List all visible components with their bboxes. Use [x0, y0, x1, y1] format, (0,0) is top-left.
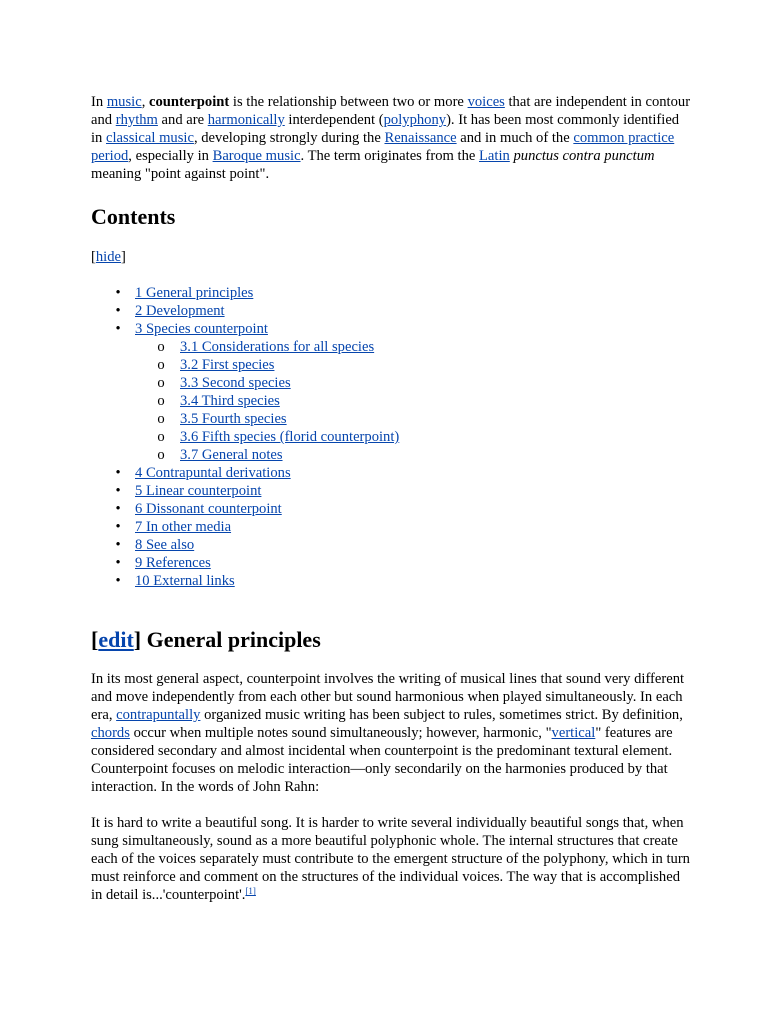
link-baroque-music[interactable]: Baroque music — [212, 148, 301, 164]
toc-hide-link[interactable]: hide — [95, 249, 122, 265]
table-of-contents — [0, 284, 700, 590]
link-renaissance[interactable]: Renaissance — [384, 130, 457, 146]
term-counterpoint: counterpoint — [148, 94, 230, 110]
toc-link[interactable]: 4 Contrapuntal derivations — [135, 465, 291, 481]
toc-item — [0, 536, 700, 554]
toc-subitem — [135, 428, 700, 446]
toc-subitem — [135, 338, 700, 356]
edit-bracket-close: ] — [133, 627, 142, 652]
intro-text: meaning "point against point". — [91, 166, 270, 182]
circle-bullet-icon: o — [157, 393, 165, 409]
link-music[interactable]: music — [106, 94, 142, 110]
link-harmonically[interactable]: harmonically — [207, 112, 285, 128]
general-principles-paragraph-1 — [91, 670, 691, 796]
general-principles-paragraph-2 — [91, 814, 691, 904]
toc-item — [0, 284, 700, 302]
edit-section — [91, 627, 141, 652]
circle-bullet-icon: o — [157, 447, 165, 463]
intro-text: and in much of the — [456, 130, 574, 146]
toc-sublink[interactable]: 3.2 First species — [180, 357, 275, 373]
toc-link[interactable]: 6 Dissonant counterpoint — [135, 501, 282, 517]
intro-text: that are independent in contour and — [91, 94, 691, 128]
toc-sublist — [135, 338, 700, 464]
link-chords[interactable]: chords — [91, 725, 130, 741]
toc-sublink[interactable]: 3.3 Second species — [180, 375, 291, 391]
link-voices[interactable]: voices — [467, 94, 505, 110]
bullet-icon: • — [115, 555, 121, 571]
bullet-icon: • — [115, 321, 121, 337]
toc-subitem — [135, 410, 700, 428]
toc-sublink[interactable]: 3.5 Fourth species — [180, 411, 287, 427]
toggle-bracket-open: [ — [91, 249, 96, 265]
paragraph-text: occur when multiple notes sound simultaneously; however, harmonic, " — [129, 725, 552, 741]
intro-text: . The term originates from the — [300, 148, 479, 164]
circle-bullet-icon: o — [157, 357, 165, 373]
link-vertical[interactable]: vertical — [551, 725, 596, 741]
toc-link[interactable]: 1 General principles — [135, 285, 254, 301]
toc-sublink[interactable]: 3.1 Considerations for all species — [180, 339, 375, 355]
intro-text: , developing strongly during the — [193, 130, 385, 146]
toc-sublink[interactable]: 3.4 Third species — [180, 393, 280, 409]
paragraph-text: " features are considered secondary and almost incidental when counterpoint is the predominant textural element. Counterpoint focuses on melodic interaction—only secondarily on the harmonies produced by that interaction. In the words of John Rahn: — [91, 725, 673, 795]
toc-link[interactable]: 3 Species counterpoint — [135, 321, 268, 337]
intro-text: interdependent ( — [284, 112, 384, 128]
intro-text: ). It has been most commonly identified in — [91, 112, 680, 146]
link-latin[interactable]: Latin — [479, 148, 510, 164]
bullet-icon: • — [115, 573, 121, 589]
reference-1-link[interactable]: [1] — [245, 886, 256, 896]
edit-bracket-open: [ — [91, 627, 99, 652]
paragraph-text: In its most general aspect, counterpoint involves the writing of musical lines that sound very different and move independently from each other but sound harmonious when played simultaneously. In each era, — [91, 671, 685, 723]
section-heading-general-principles — [91, 626, 321, 654]
intro-text: , — [141, 94, 149, 110]
circle-bullet-icon: o — [157, 411, 165, 427]
toc-link[interactable]: 5 Linear counterpoint — [135, 483, 262, 499]
bullet-icon: • — [115, 465, 121, 481]
toc-item — [0, 320, 700, 464]
section-title: General principles — [141, 627, 321, 652]
toc-subitem — [135, 446, 700, 464]
contents-heading: Contents — [91, 204, 176, 229]
intro-text: In — [91, 94, 107, 110]
toc-item — [0, 554, 700, 572]
intro-text: is the relationship between two or more — [229, 94, 468, 110]
bullet-icon: • — [115, 519, 121, 535]
intro-text: , especially in — [128, 148, 213, 164]
paragraph-text: organized music writing has been subject to rules, sometimes strict. By definition, — [200, 707, 683, 723]
link-common-practice-period[interactable]: common practice period — [91, 130, 675, 164]
toc-link[interactable]: 2 Development — [135, 303, 225, 319]
bullet-icon: • — [115, 483, 121, 499]
intro-paragraph — [91, 93, 691, 183]
circle-bullet-icon: o — [157, 339, 165, 355]
toc-sublink[interactable]: 3.7 General notes — [180, 447, 283, 463]
link-rhythm[interactable]: rhythm — [115, 112, 158, 128]
toc-toggle — [91, 248, 126, 266]
toc-link[interactable]: 10 External links — [135, 573, 235, 589]
latin-phrase: punctus contra punctum — [513, 148, 655, 164]
link-polyphony[interactable]: polyphony — [383, 112, 447, 128]
bullet-icon: • — [115, 303, 121, 319]
toc-item — [0, 500, 700, 518]
intro-text: and are — [157, 112, 208, 128]
link-contrapuntally[interactable]: contrapuntally — [116, 707, 201, 723]
bullet-icon: • — [115, 285, 121, 301]
toc-item — [0, 518, 700, 536]
toc-subitem — [135, 392, 700, 410]
circle-bullet-icon: o — [157, 429, 165, 445]
toc-link[interactable]: 7 In other media — [135, 519, 232, 535]
toc-item — [0, 464, 700, 482]
toc-link[interactable]: 9 References — [135, 555, 211, 571]
toc-item — [0, 572, 700, 590]
link-classical-music[interactable]: classical music — [106, 130, 194, 146]
toc-subitem — [135, 356, 700, 374]
bullet-icon: • — [115, 501, 121, 517]
toc-item — [0, 302, 700, 320]
circle-bullet-icon: o — [157, 375, 165, 391]
toc-item — [0, 482, 700, 500]
toc-sublink[interactable]: 3.6 Fifth species (florid counterpoint) — [180, 429, 400, 445]
bullet-icon: • — [115, 537, 121, 553]
toggle-bracket-close: ] — [121, 249, 126, 265]
toc-link[interactable]: 8 See also — [135, 537, 195, 553]
toc-subitem — [135, 374, 700, 392]
edit-section-link[interactable]: edit — [98, 627, 134, 652]
rahn-quote-text: It is hard to write a beautiful song. It is harder to write several individually beautiful songs that, when sung simultaneously, sound as a more beautiful polyphonic whole. The internal structures that create each of the voices separately must contribute to the emergent structure of the polyphony, which in turn must reinforce and comment on the structures of the individual voices. The way that is accomplished in detail is...'counterpoint'. — [91, 815, 690, 903]
